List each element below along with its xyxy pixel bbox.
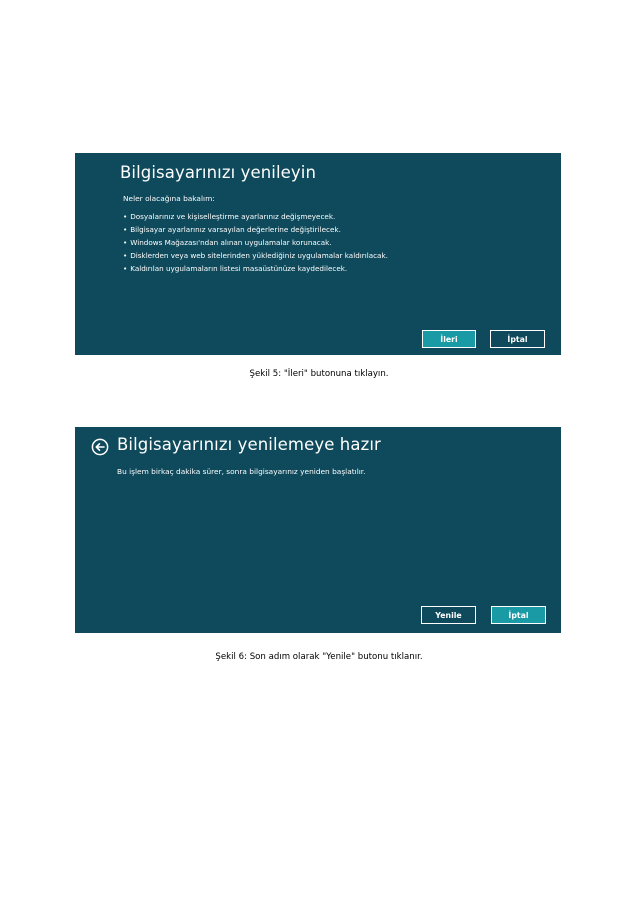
list-item: • Dosyalarınız ve kişiselleştirme ayarlarınız değişmeyecek.: [123, 210, 388, 223]
list-item: • Disklerden veya web sitelerinden yüklediğiniz uygulamalar kaldırılacak.: [123, 249, 388, 262]
cancel-button[interactable]: İptal: [491, 606, 546, 624]
dialog-title: Bilgisayarınızı yenileyin: [120, 163, 317, 182]
dialog-title: Bilgisayarınızı yenilemeye hazır: [117, 435, 381, 454]
ready-to-refresh-dialog: [75, 427, 561, 633]
dialog-subtitle: Bu işlem birkaç dakika sürer, sonra bilgisayarınız yeniden başlatılır.: [117, 467, 366, 476]
figure-caption: Şekil 6: Son adım olarak "Yenile" butonu tıklanır.: [215, 652, 423, 662]
dialog-subtitle: Neler olacağına bakalım:: [123, 194, 215, 203]
list-item: • Bilgisayar ayarlarınız varsayılan değerlerine değiştirilecek.: [123, 223, 388, 236]
list-item: • Kaldırılan uygulamaların listesi masaüstünüze kaydedilecek.: [123, 262, 388, 275]
list-item: • Windows Mağazası'ndan alınan uygulamalar korunacak.: [123, 236, 388, 249]
refresh-pc-dialog: [75, 153, 561, 355]
cancel-button[interactable]: İptal: [490, 330, 545, 348]
figure-caption: Şekil 5: "İleri" butonuna tıklayın.: [249, 369, 389, 379]
back-arrow-icon[interactable]: [91, 438, 109, 456]
next-button[interactable]: İleri: [422, 330, 476, 348]
refresh-button[interactable]: Yenile: [421, 606, 476, 624]
changes-list: [123, 210, 388, 275]
